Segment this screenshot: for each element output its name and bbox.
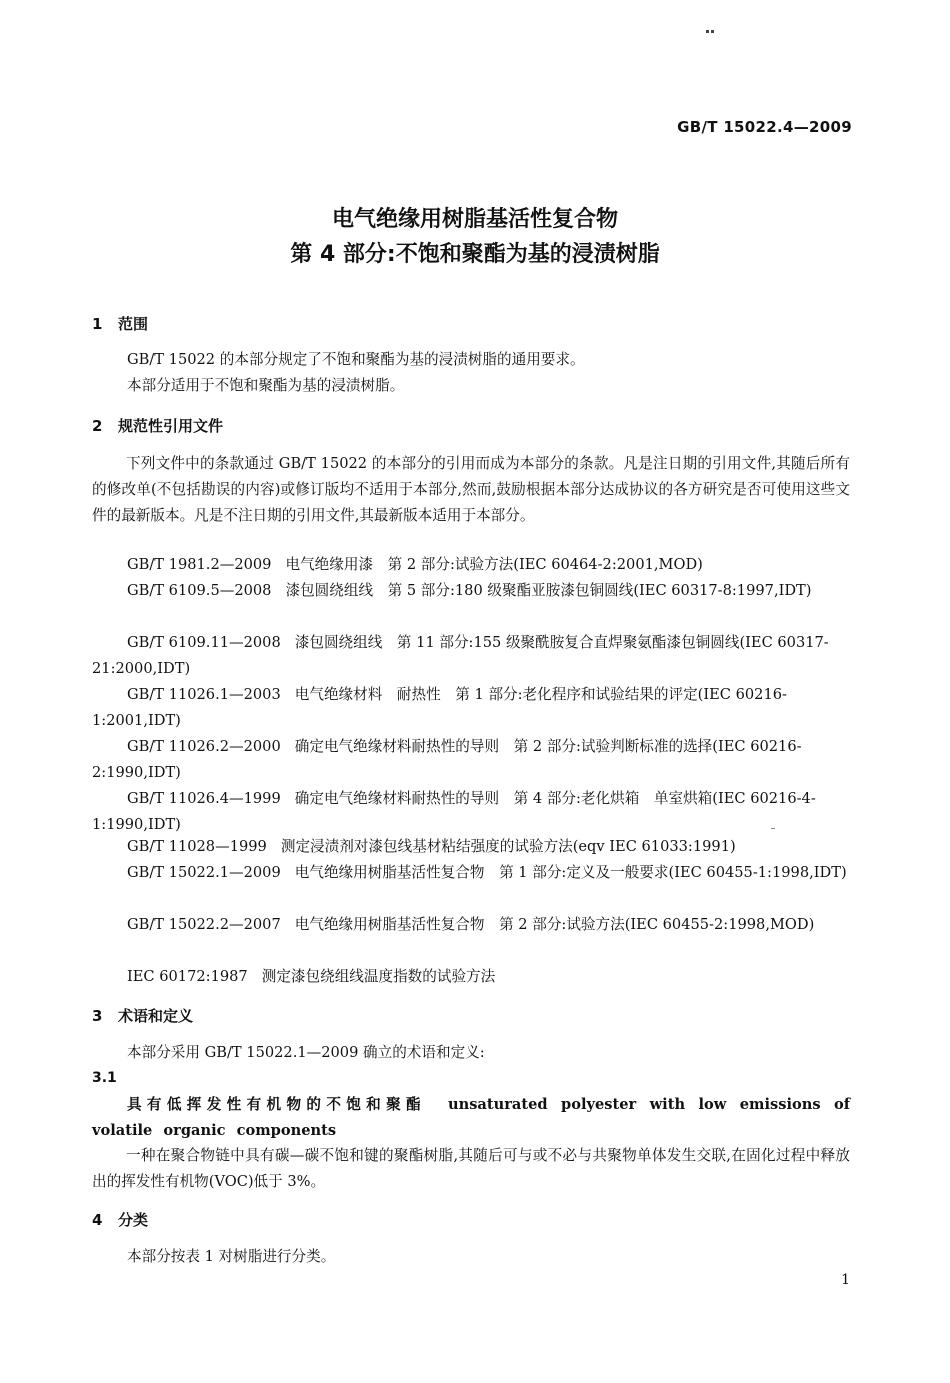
reference-title: 电气绝缘用漆 第 2 部分:试验方法(IEC 60464-2:2001,MOD) bbox=[285, 556, 703, 573]
reference-title: 确定电气绝缘材料耐热性的导则 第 4 部分:老化烘箱 单室烘箱(IEC 60216-4-1:1990,IDT) bbox=[92, 790, 816, 833]
section-3-heading bbox=[92, 1005, 193, 1026]
section-1-heading bbox=[92, 313, 148, 334]
section-3-title: 术语和定义 bbox=[118, 1007, 194, 1025]
reference-item bbox=[92, 786, 850, 838]
reference-item bbox=[92, 834, 850, 860]
section-1-number: 1 bbox=[92, 315, 103, 333]
reference-title: 漆包圆绕组线 第 5 部分:180 级聚酯亚胺漆包铜圆线(IEC 60317-8:1997,IDT) bbox=[285, 582, 812, 599]
section-2-heading bbox=[92, 415, 223, 436]
term-chinese: 具有低挥发性有机物的不饱和聚酯 bbox=[127, 1096, 426, 1113]
title-line-1: 电气绝缘用树脂基活性复合物 bbox=[331, 207, 618, 232]
page-number: 1 bbox=[841, 1272, 850, 1288]
reference-code: GB/T 6109.11—2008 bbox=[127, 634, 281, 651]
reference-item bbox=[92, 552, 850, 578]
reference-code: GB/T 11026.4—1999 bbox=[127, 790, 281, 807]
reference-code: GB/T 6109.5—2008 bbox=[127, 582, 272, 599]
reference-title: 测定浸渍剂对漆包线基材粘结强度的试验方法(eqv IEC 61033:1991) bbox=[280, 838, 736, 855]
section-1-line-2: 本部分适用于不饱和聚酯为基的浸渍树脂。 bbox=[127, 377, 405, 394]
section-4-number: 4 bbox=[92, 1211, 103, 1229]
reference-title: 漆包圆绕组线 第 11 部分:155 级聚酰胺复合直焊聚氨酯漆包铜圆线(IEC 60317-21:2000,IDT) bbox=[92, 634, 829, 677]
term-definition: 一种在聚合物链中具有碳—碳不饱和键的聚酯树脂,其随后可与或不必与共聚物单体发生交联,在固化过程中释放出的挥发性有机物(VOC)低于 3%。 bbox=[92, 1147, 850, 1190]
reference-item bbox=[92, 682, 850, 734]
section-1-line-1: GB/T 15022 的本部分规定了不饱和聚酯为基的浸渍树脂的通用要求。 bbox=[127, 351, 585, 368]
reference-code: GB/T 15022.2—2007 bbox=[127, 916, 281, 933]
reference-code: GB/T 1981.2—2009 bbox=[127, 556, 272, 573]
section-4-title: 分类 bbox=[118, 1211, 149, 1229]
section-4-heading bbox=[92, 1209, 148, 1230]
section-4-line: 本部分按表 1 对树脂进行分类。 bbox=[127, 1248, 336, 1265]
section-2-title: 规范性引用文件 bbox=[118, 417, 224, 435]
reference-item bbox=[92, 734, 850, 786]
scan-mark bbox=[706, 18, 716, 21]
reference-title: 电气绝缘材料 耐热性 第 1 部分:老化程序和试验结果的评定(IEC 60216-1:2001,IDT) bbox=[92, 686, 787, 729]
reference-item bbox=[92, 964, 850, 990]
title-line-2: 第 4 部分:不饱和聚酯为基的浸渍树脂 bbox=[290, 242, 660, 267]
reference-title: 电气绝缘用树脂基活性复合物 第 1 部分:定义及一般要求(IEC 60455-1:1998,IDT) bbox=[294, 864, 847, 881]
reference-code: GB/T 15022.1—2009 bbox=[127, 864, 281, 881]
section-2-number: 2 bbox=[92, 417, 103, 435]
term-number: 3.1 bbox=[92, 1070, 117, 1086]
reference-item bbox=[92, 578, 850, 604]
section-3-number: 3 bbox=[92, 1007, 103, 1025]
reference-code: GB/T 11026.1—2003 bbox=[127, 686, 281, 703]
standard-number: GB/T 15022.4—2009 bbox=[677, 118, 852, 136]
section-3-intro: 本部分采用 GB/T 15022.1—2009 确立的术语和定义: bbox=[127, 1044, 485, 1061]
reference-item bbox=[92, 912, 850, 938]
scan-mark bbox=[771, 828, 775, 829]
reference-code: GB/T 11028—1999 bbox=[127, 838, 267, 855]
reference-item bbox=[92, 860, 850, 886]
reference-title: 电气绝缘用树脂基活性复合物 第 2 部分:试验方法(IEC 60455-2:1998,MOD) bbox=[294, 916, 815, 933]
reference-item bbox=[92, 630, 850, 682]
term-entry bbox=[92, 1092, 850, 1144]
section-1-title: 范围 bbox=[118, 315, 149, 333]
reference-code: IEC 60172:1987 bbox=[127, 968, 248, 985]
reference-title: 测定漆包绕组线温度指数的试验方法 bbox=[261, 968, 496, 985]
section-2-intro: 下列文件中的条款通过 GB/T 15022 的本部分的引用而成为本部分的条款。凡是注日期的引用文件,其随后所有的修改单(不包括勘误的内容)或修订版均不适用于本部分,然而,鼓励根据本部分达成协议的各方研究是否可使用这些文件的最新版本。凡是不注日期的引用文件,其最新版本适用于本部分。 bbox=[92, 455, 850, 524]
reference-title: 确定电气绝缘材料耐热性的导则 第 2 部分:试验判断标准的选择(IEC 60216-2:1990,IDT) bbox=[92, 738, 802, 781]
term-english: unsaturated polyester with low emissions of volatile organic components bbox=[92, 1096, 850, 1139]
reference-code: GB/T 11026.2—2000 bbox=[127, 738, 281, 755]
